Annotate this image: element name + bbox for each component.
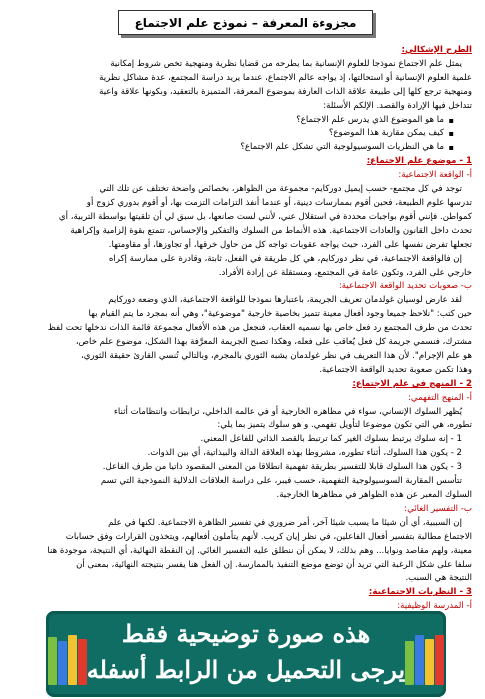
paragraph-line: الاجتماع مطالبة بتفسير أفعال الفاعلين، في نظر إيان كريب. لأنهم يتأملون أفعالهم، ويتخذون القرارات وفق حسابات: [65, 531, 472, 542]
document-body: [20, 44, 472, 614]
paragraph-line: النتيجة هي السبب.: [405, 573, 472, 584]
numbered-point: 2 - يكون هذا السلوك، أثناء تطوره، مشروطا بهذه العلاقة الدالة والبيذاتية، أي بين الذوات.: [147, 448, 462, 459]
numbered-point: 1 - إنه سلوك يرتبط بسلوك الغير كما ترتبط بالقصد الذاتي للفاعل المعني.: [200, 434, 462, 445]
banner-line-2: يرجى التحميل من الرابط أسفله: [86, 655, 406, 684]
question-item: ▪ ما هي النظريات السوسيولوجية التي تشكل علم الاجتماع؟: [20, 141, 472, 155]
paragraph-line: إن السببية، أي أن شيئا ما يسبب شيئا آخر، أمر ضروري في تفسير الظاهرة الاجتماعية. لكنها في علم: [108, 517, 462, 528]
subsection-heading: ب- صعوبات تحديد الواقعة الاجتماعية:: [338, 281, 472, 292]
paragraph-line: توجد في كل مجتمع- حسب إيميل دوركايم- مجموعة من الظواهر، بخصائص واضحة تختلف عن تلك التي: [99, 184, 462, 195]
problematic-line: يمثل علم الاجتماع نموذجا للعلوم الإنسانية بما يطرحه من قضايا نظرية ومنهجية تخص شروط إمكانية: [110, 58, 462, 69]
question-item: ▪ كيف يمكن مقاربة هذا الموضوع؟: [20, 127, 472, 141]
numbered-point: 3 - يكون هذا السلوك قابلا للتفسير بطريقة تفهمية انطلاقا من المعنى المقصود ذاتيا من طرف الفاعل.: [102, 462, 462, 473]
paragraph-line: يُظهر السلوك الإنساني، سواء في مظاهره الخارجية أو في عالمه الداخلي، ترابطات وانتظامات أثناء: [113, 406, 462, 417]
paragraph-line: وهذا تكمن صعوبة تحديد الواقعة الاجتماعية.: [319, 364, 472, 375]
subsection-heading: أ- الواقعة الاجتماعية:: [398, 170, 472, 181]
paragraph-line: معينة، ولهم مقاصد ونوايا... وهم بذلك، لا يمكن أن ننطلق عليه التفسير الغائي. إن النقطة النهائية، أي النتيجة، موجودة هنا: [47, 545, 472, 556]
banner-line-1: هذه صورة توضيحية فقط: [121, 619, 371, 648]
subsection-heading: ب- التفسير الغائي:: [404, 503, 472, 514]
paragraph-line: سلفا على شكل الرغبة التي تريد أن توضع موضع التنفيذ بالممارسة. إن الفعل هنا يفسر بنتيجته النهائية، بمعنى أن: [76, 559, 472, 570]
subsection-heading: أ- المدرسة الوظيفية:: [397, 601, 472, 612]
paragraph-line: تحدث داخل القانون والعادات الاجتماعية. هذه الأنماط من السلوك والتفكير والإحساس، تتمتع بقوة إلزامية وإكراهية: [70, 225, 472, 236]
paragraph-line: السلوك المعبر عن هذه الظواهر في مظاهرها الخارجية.: [276, 490, 472, 500]
page-title-text: مجزوءة المعرفة – نموذج علم الاجتماع: [134, 15, 357, 30]
problematic-line: علمية العلوم الإنسانية أو استحالتها، إذ يواجه عالم الاجتماع، عندما يريد دراسة المجتمع، عدة مشاكل نظرية: [99, 72, 472, 83]
preview-banner: [46, 611, 446, 697]
paragraph-line: تجعلها تفرض نفسها على الفرد، حيث يواجه عقوبات تواجه كل من حاول خرقها، أو تجاوزها، أو مقاومتها.: [108, 239, 472, 250]
paragraph-line: تتأسس المقاربة السوسيولوجية التفهمية، حسب فيبر، على دراسة العلاقات الدلالية النموذجية التي تسم: [100, 476, 462, 487]
paragraph-line: كمواطن. فإنني أقوم بواجبات محددة في استقلال عني، لأنني لست صانعها، بل سبق لي أن تلقيتها بواسطة التربية، أي: [58, 211, 472, 222]
question-item: ▪ ما هو الموضوع الذي يدرس علم الاجتماع؟: [20, 114, 472, 128]
problematic-heading: الطرح الإشكالي:: [401, 45, 472, 55]
section-heading: 1 - موضوع علم الاجتماع:: [366, 156, 472, 167]
paragraph-line: حين كتب: "نلاحظ جميعا وجود أفعال معينة تتميز بخاصية خارجية "موضوعية"، وهي أنه بمجرد ما يتم القيام بها: [88, 309, 472, 320]
paragraph-line: إن فالواقعة الاجتماعية، في نظر دوركايم، هي كل طريقة في الفعل، ثابتة، وقادرة على ممارسة إكراه: [108, 253, 462, 264]
paragraph-line: مشترك، فنسمي جريمة كل فعل يُعاقب على فعله، وهكذا تصبح الجريمة المعرَّفة بهذا الشكل، موضوع علم خاص،: [75, 337, 472, 348]
paragraph-line: لقد عارض لوسيان غولدمان تعريف الجريمة، باعتبارها نموذجا للواقعة الاجتماعية، الذي وضعه دوركايم: [108, 295, 462, 306]
problematic-line: تتداخل فيها الإرادة والقصد. الإلكم الأسئلة:: [323, 100, 472, 111]
section-heading: 3 - النظريات الاجتماعية:: [368, 587, 472, 598]
paragraph-line: تحدث من طرف المجتمع رد فعل خاص بها نسميه العقاب، فنجعل من هذه الأفعال مجموعة قائمة الذات ندخلها تحت لفظ: [47, 323, 472, 334]
page-title: [118, 10, 373, 35]
problematic-line: ومنهجية ترجع كلها إلى طبيعة علاقة الذات العارفة بموضوع المعرفة، المتميزة بالتعقيد، وبكونها علاقة واعية: [99, 86, 472, 97]
paragraph-line: هو علم الإجرام". لأن هذا التعريف في نظر غولدمان يشبه الثوري بالمجرم، وبالتالي تُنسي القارئ حقيقة الثوري،: [80, 350, 472, 361]
subsection-heading: أ- المنهج التفهمي:: [408, 392, 472, 403]
paragraph-line: تطوره، هي التي تكون موضوعا لتأويل تفهمي. و هو سلوك يتميز بما يلي:: [217, 420, 472, 431]
paragraph-line: خارجي على الفرد، وتكون عامة في المجتمع، ومستقلة عن إرادة الأفراد.: [218, 267, 472, 278]
section-heading: 2 - المنهج في علم الاجتماع:: [352, 378, 472, 389]
paragraph-line: تدرسها علوم الطبيعة، فحين أقوم بممارسات دينية، أو عندما أنفذ التزامات التزمت بها، أو أقوم بدوري كزوج أو: [86, 197, 472, 208]
